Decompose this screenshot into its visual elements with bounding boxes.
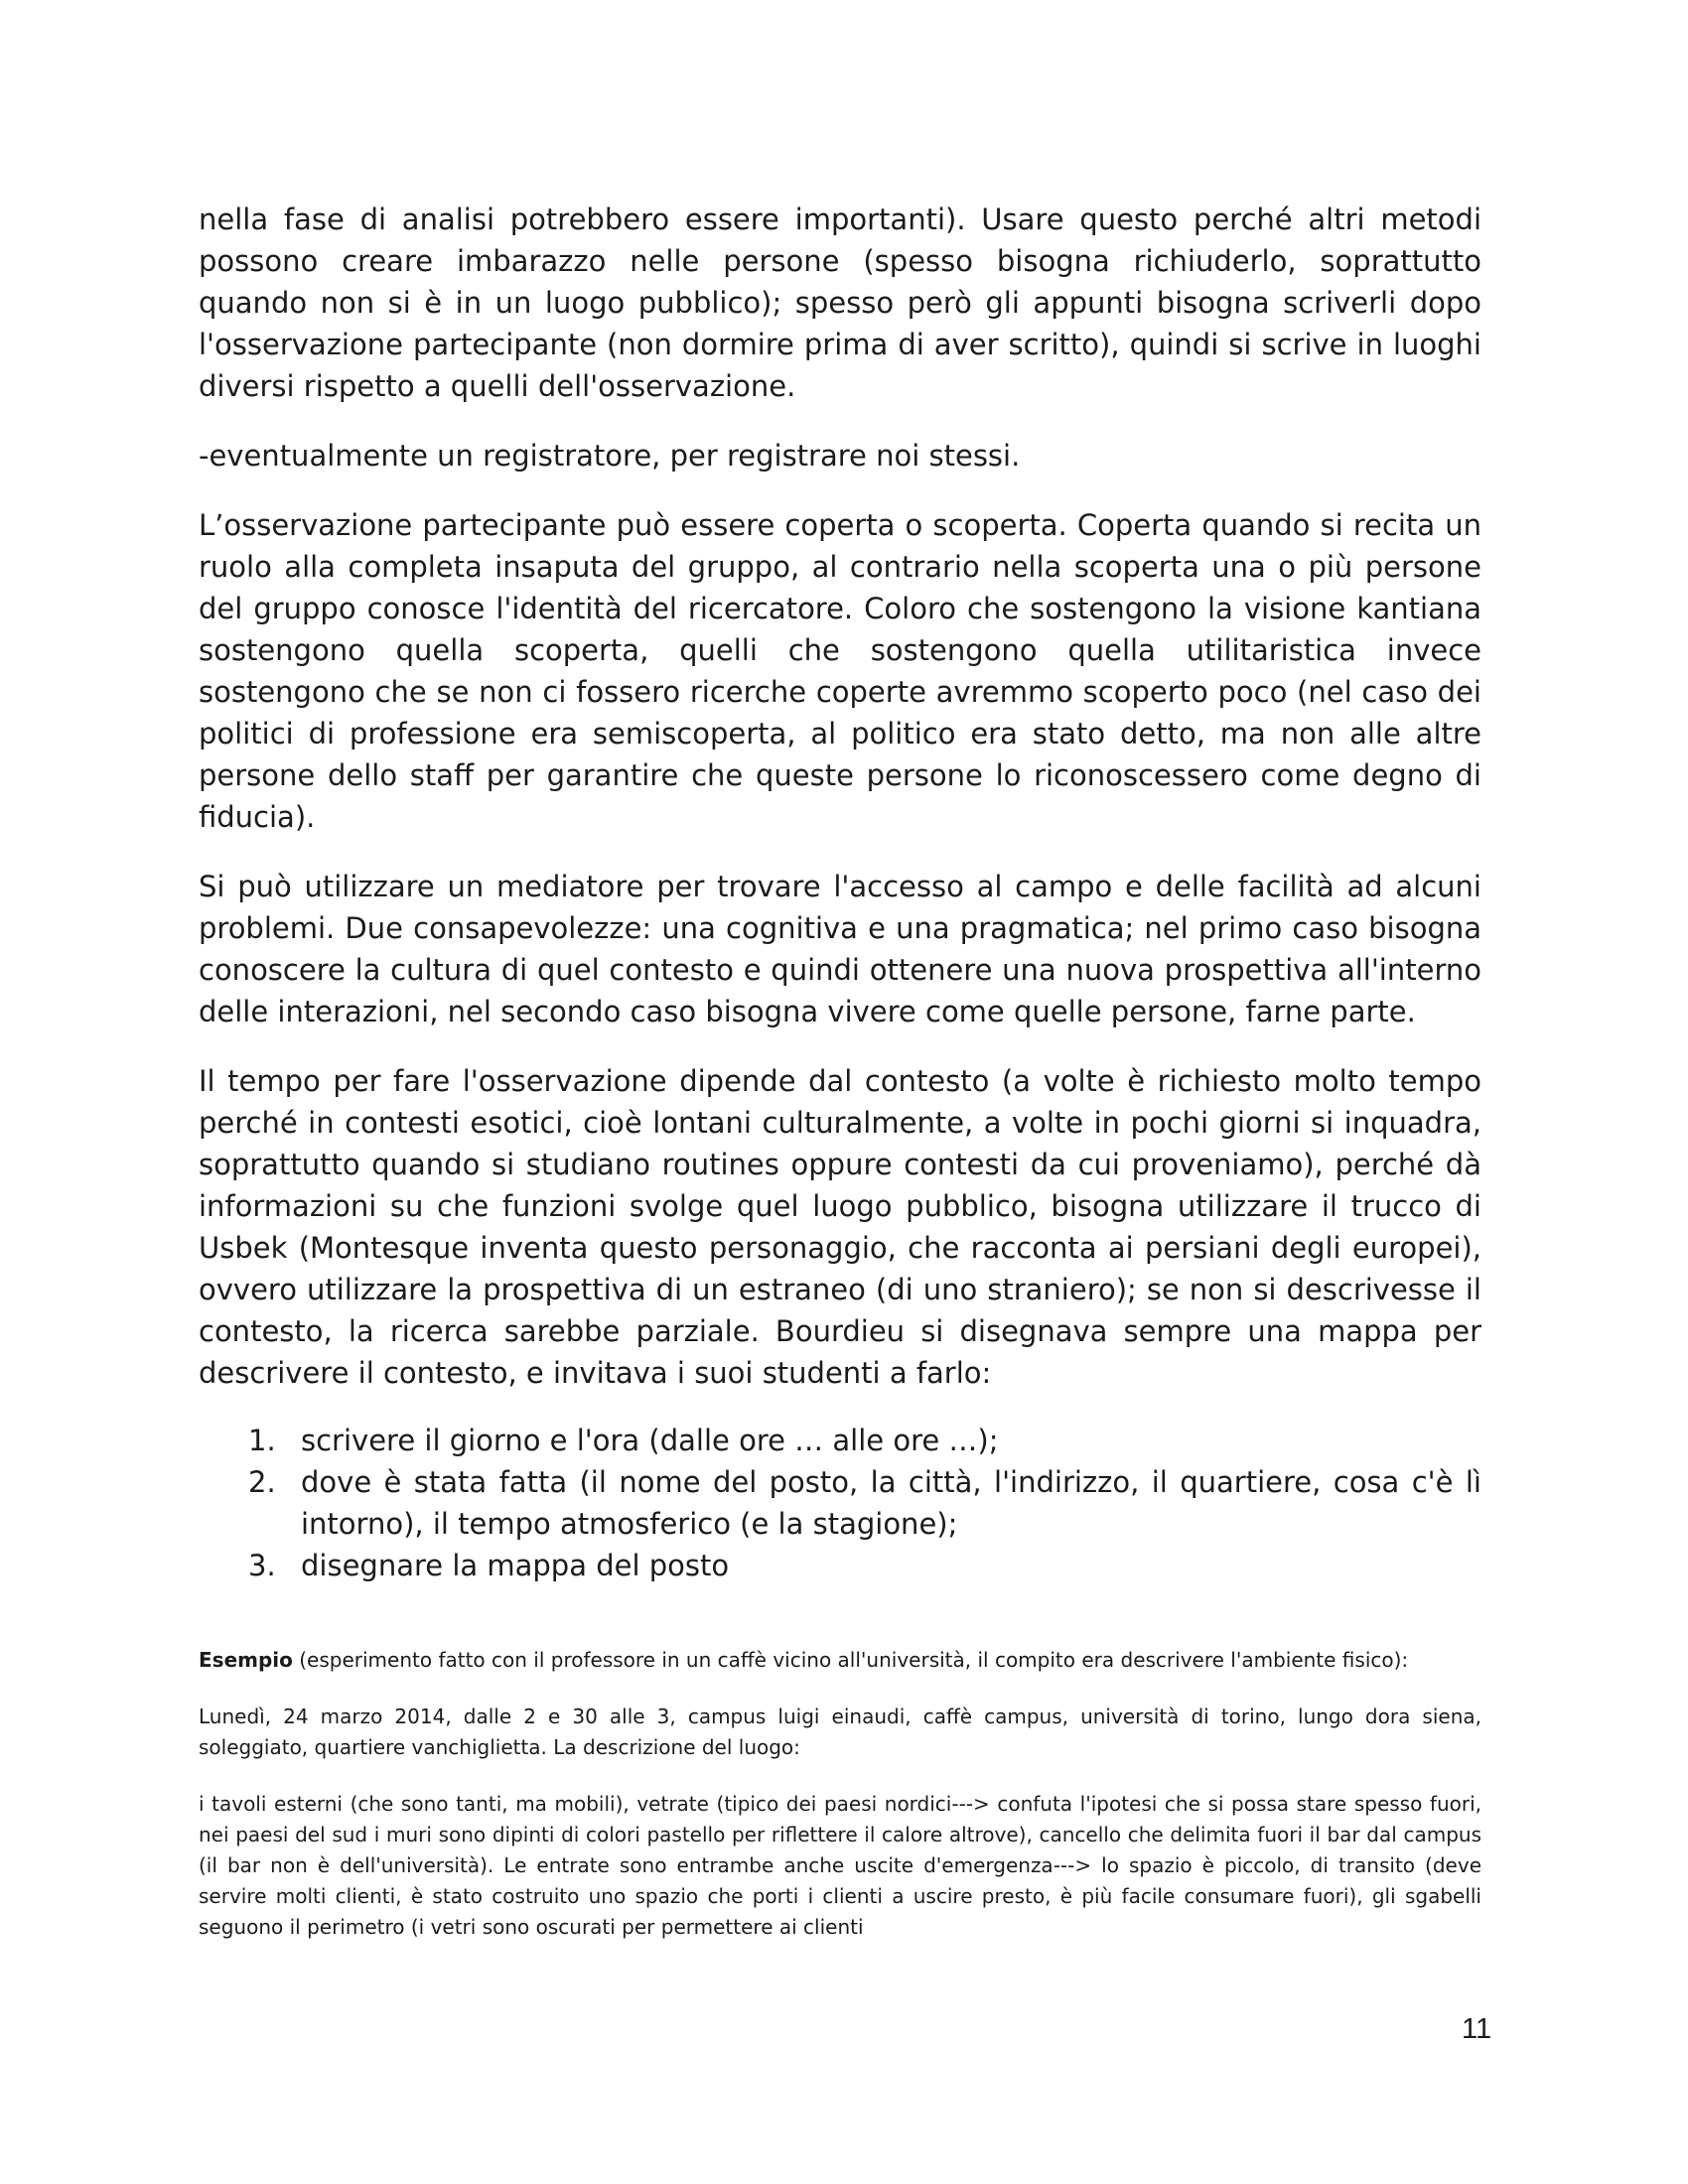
- paragraph-notes: nella fase di analisi potrebbero essere importanti). Usare questo perché altri metodi possono creare imbarazzo nelle persone (spesso bisogna richiuderlo, soprattutto quando non si è in un luogo pubblico); spesso però gli appunti bisogna scriverli dopo l'osservazione partecipante (non dormire prima di aver scritto), quindi si scrive in luoghi diversi rispetto a quelli dell'osservazione.: [199, 203, 1481, 403]
- example-description: i tavoli esterni (che sono tanti, ma mobili), vetrate (tipico dei paesi nordici---> confuta l'ipotesi che si possa stare spesso fuori, nei paesi del sud i muri sono dipinti di colori pastello per riflettere il calore altrove), cancello che delimita fuori il bar dal campus (il bar non è dell'università). Le entrate sono entrambe anche uscite d'emergenza---> lo spazio è piccolo, di transito (deve servire molti clienti, è stato costruito uno spazio che porti i clienti a uscire presto, è più facile consumare fuori), gli sgabelli seguono il perimetro (i vetri sono oscurati per permettere ai clienti: [199, 1792, 1481, 1939]
- list-item-text: scrivere il giorno e l'ora (dalle ore … alle ore …);: [301, 1424, 999, 1457]
- paragraph-recorder: -eventualmente un registratore, per registrare noi stessi.: [199, 439, 1021, 473]
- example-date-line: Lunedì, 24 marzo 2014, dalle 2 e 30 alle 3, campus luigi einaudi, caffè campus, università di torino, lungo dora siena, soleggiato, quartiere vanchiglietta. La descrizione del luogo:: [199, 1705, 1481, 1759]
- list-item-text: disegnare la mappa del posto: [301, 1549, 730, 1582]
- list-item: [199, 1461, 1481, 1545]
- paragraph-covert-overt: L’osservazione partecipante può essere coperta o scoperta. Coperta quando si recita un ruolo alla completa insaputa del gruppo, al contrario nella scoperta una o più persone del gruppo conosce l'identità del ricercatore. Coloro che sostengono la visione kantiana sostengono quella scoperta, quelli che sostengono quella utilitaristica invece sostengono che se non ci fossero ricerche coperte avremmo scoperto poco (nel caso dei politici di professione era semiscoperta, al politico era stato detto, ma non alle altre persone dello staff per garantire che queste persone lo riconoscessero come degno di fiducia).: [199, 508, 1481, 834]
- example-label: Esempio: [199, 1648, 293, 1672]
- paragraph-mediator: Si può utilizzare un mediatore per trovare l'accesso al campo e delle facilità ad alcuni problemi. Due consapevolezze: una cognitiva e una pragmatica; nel primo caso bisogna conoscere la cultura di quel contesto e quindi ottenere una nuova prospettiva all'interno delle interazioni, nel secondo caso bisogna vivere come quelle persone, farne parte.: [199, 870, 1481, 1028]
- paragraph-observation-time: Il tempo per fare l'osservazione dipende dal contesto (a volte è richiesto molto tempo perché in contesti esotici, cioè lontani culturalmente, a volte in pochi giorni si inquadra, soprattutto quando si studiano routines oppure contesti da cui proveniamo), perché dà informazioni su che funzioni svolge quel luogo pubblico, bisogna utilizzare il trucco di Usbek (Montesque inventa questo personaggio, che racconta ai persiani degli europei), ovvero utilizzare la prospettiva di un estraneo (di uno straniero); se non si descrivesse il contesto, la ricerca sarebbe parziale. Bourdieu si disegnava sempre una mappa per descrivere il contesto, e invitava i suoi studenti a farlo:: [199, 1064, 1481, 1390]
- example-intro: [199, 1645, 1481, 1676]
- page-body: [199, 199, 1481, 1586]
- page-number: 11: [1462, 2013, 1492, 2045]
- list-item-text: dove è stata fatta (il nome del posto, la città, l'indirizzo, il quartiere, cosa c'è lì intorno), il tempo atmosferico (e la stagione);: [301, 1465, 1481, 1541]
- list-item-number: 2.: [248, 1465, 276, 1499]
- example-section: [199, 1645, 1481, 1943]
- example-intro-text: (esperimento fatto con il professore in un caffè vicino all'università, il compito era descrivere l'ambiente fisico):: [292, 1648, 1409, 1672]
- list-item: [199, 1545, 1481, 1586]
- numbered-list: [199, 1420, 1481, 1586]
- list-item: [199, 1420, 1481, 1461]
- list-item-number: 1.: [248, 1424, 276, 1457]
- list-item-number: 3.: [248, 1549, 276, 1582]
